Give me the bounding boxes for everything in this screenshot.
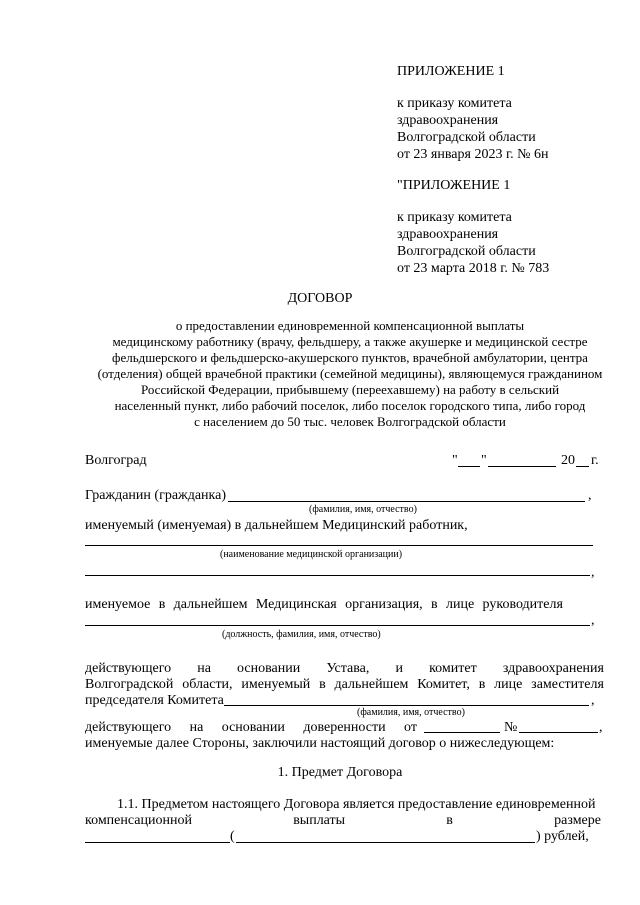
date-quote-close: " [481, 453, 487, 468]
acting-word: на [197, 661, 211, 676]
proxy-line-comma: , [599, 720, 603, 735]
citizen-name-line [228, 501, 585, 502]
date-month-line [488, 466, 556, 467]
proxy-word: доверенности [303, 720, 386, 735]
org-name-line-2 [85, 575, 590, 576]
appendix-title: ПРИЛОЖЕНИЕ 1 [397, 64, 505, 79]
acting-word: основании [237, 661, 301, 676]
section-1-word: компенсационной [85, 813, 192, 828]
section-1-word: размере [554, 813, 601, 828]
proxy-number-line [519, 732, 598, 733]
appendix-old-order-line: здравоохранения [397, 227, 499, 242]
org-named-word: в [158, 597, 166, 612]
proxy-row [85, 719, 417, 736]
proxy-word: от [404, 720, 417, 735]
org-named-word: именуемое [85, 597, 151, 612]
committee-word: Комитет, [417, 677, 470, 692]
section-1-word: выплаты [293, 813, 346, 828]
section-1-para-line: 1.1. Предметом настоящего Договора является предоставление единовременной [117, 797, 596, 812]
acting-row [85, 660, 604, 677]
org-named-word: руководителя [482, 597, 563, 612]
amount-paren-open: ( [230, 829, 235, 844]
proxy-word: основании [221, 720, 285, 735]
section-1-word: в [446, 813, 453, 828]
appendix-old-title: "ПРИЛОЖЕНИЕ 1 [397, 178, 511, 193]
date-quote-open: " [452, 453, 458, 468]
org-named-word: Медицинская [255, 597, 337, 612]
agreement-text: именуемые далее Стороны, заключили настоящий договор о нижеследующем: [85, 736, 555, 751]
contract-subtitle-line: (отделения) общей врачебной практики (семейной медицины), являющемуся гражданином [97, 366, 603, 381]
org-head-line [85, 625, 590, 626]
acting-word: действующего [85, 661, 172, 676]
citizen-label: Гражданин (гражданка) [85, 488, 226, 503]
date-year-line [576, 466, 589, 467]
appendix-old-order-date: от 23 марта 2018 г. № 783 [397, 261, 550, 276]
committee-word: Волгоградской [85, 677, 174, 692]
date-year-prefix: 20 [561, 453, 575, 468]
amount-rub-text: ) рублей, [536, 829, 589, 844]
contract-title: ДОГОВОР [287, 291, 353, 306]
appendix-order-line: здравоохранения [397, 113, 499, 128]
chair-name-hint: (фамилия, имя, отчество) [357, 707, 465, 718]
chair-line-comma: , [591, 693, 595, 708]
committee-word: дальнейшем [334, 677, 409, 692]
date-year-suffix: г. [591, 453, 599, 468]
contract-subtitle-line: Российской Федерации, прибывшему (переехавшему) на работу в сельский [140, 382, 560, 397]
contract-subtitle-line: с населением до 50 тыс. человек Волгоградской области [194, 414, 506, 429]
org-named-word: в [431, 597, 438, 612]
citizen-name-hint: (фамилия, имя, отчество) [309, 504, 417, 515]
appendix-order-line: к приказу комитета [397, 96, 512, 111]
proxy-word: действующего [85, 720, 172, 735]
org-name-line [85, 545, 593, 546]
contract-subtitle-line: медицинскому работнику (врачу, фельдшеру, а также акушерке и медицинской сестре [112, 334, 588, 349]
acting-word: Устава, [326, 661, 370, 676]
committee-word: лице [494, 677, 523, 692]
contract-subtitle-line: населенный пункт, либо рабочий поселок, либо поселок городского типа, либо город [114, 398, 586, 413]
chair-name-line [224, 705, 589, 706]
org-named-word: дальнейшем [173, 597, 248, 612]
acting-word: комитет [429, 661, 477, 676]
appendix-old-order-line: Волгоградской области [397, 244, 536, 259]
committee-word: заместителя [531, 677, 604, 692]
committee-word: области, [182, 677, 233, 692]
org-name-hint: (наименование медицинской организации) [220, 549, 403, 560]
appendix-order-line: Волгоградской области [397, 130, 536, 145]
committee-word: именуемый [241, 677, 311, 692]
org-head-hint: (должность, фамилия, имя, отчество) [222, 629, 381, 640]
contract-subtitle-line: фельдшерского и фельдшерско-акушерского пунктов, врачебной амбулатории, центра [112, 350, 588, 365]
org-line-comma: , [591, 565, 595, 580]
committee-word: в [478, 677, 486, 692]
section-1-heading: 1. Предмет Договора [277, 765, 403, 780]
org-named-row [85, 596, 563, 613]
amount-number-line [85, 842, 230, 843]
contract-subtitle-line: о предоставлении единовременной компенсационной выплаты [175, 318, 525, 333]
committee-word: в [319, 677, 326, 692]
amount-words-line [236, 842, 535, 843]
citizen-line-comma: , [588, 488, 592, 503]
section-1-para-row [85, 812, 601, 829]
date-day-line [458, 466, 480, 467]
contract-city: Волгоград [85, 453, 147, 468]
proxy-number-sign: № [504, 720, 518, 735]
org-named-word: лице [446, 597, 475, 612]
org-head-comma: , [591, 613, 595, 628]
acting-word: здравоохранения [502, 661, 604, 676]
org-named-word: организация, [345, 597, 423, 612]
committee-row [85, 676, 604, 693]
proxy-date-line [424, 732, 500, 733]
proxy-word: на [189, 720, 204, 735]
citizen-named-text: именуемый (именуемая) в дальнейшем Медицинский работник, [85, 518, 468, 533]
appendix-old-order-line: к приказу комитета [397, 210, 512, 225]
acting-word: и [395, 661, 403, 676]
appendix-order-date: от 23 января 2023 г. № 6н [397, 147, 549, 162]
chair-label: председателя Комитета [85, 693, 224, 708]
